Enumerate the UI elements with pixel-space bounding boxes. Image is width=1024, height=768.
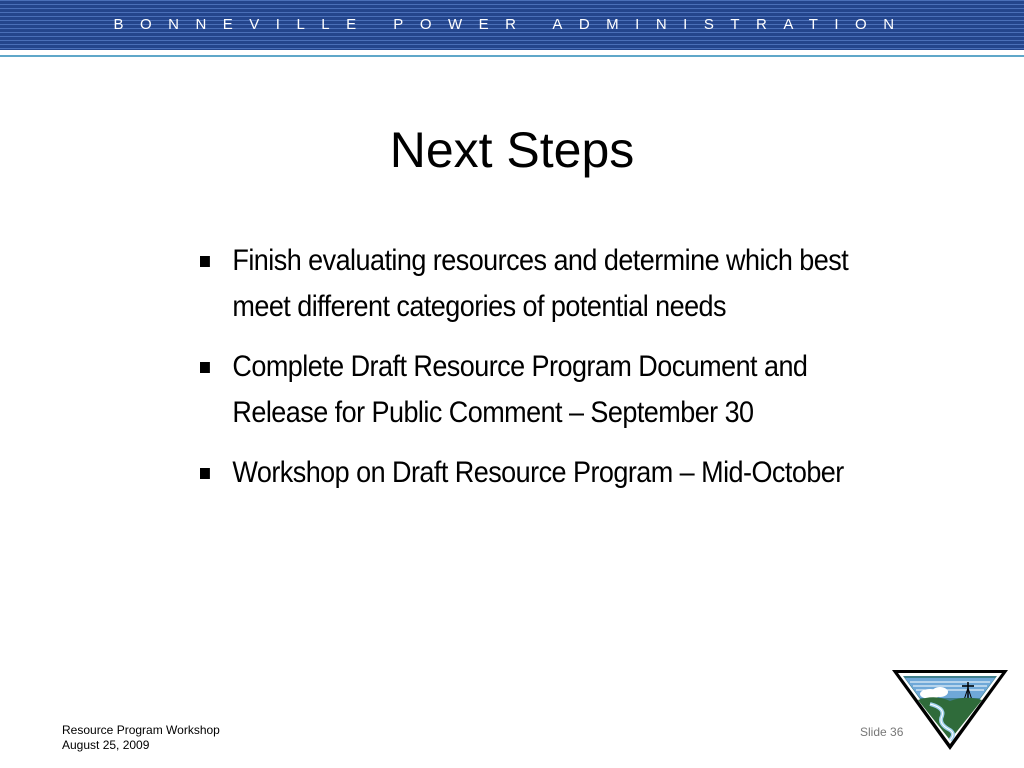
bullet-item [200, 238, 862, 330]
bullet-item [200, 450, 862, 496]
bullet-list [200, 238, 849, 510]
bullet-text: Finish evaluating resources and determine which best meet different categories of potential needs [232, 244, 849, 323]
header-banner [0, 0, 1024, 50]
slide-number: Slide 36 [860, 725, 904, 739]
bullet-item [200, 344, 862, 436]
bullet-text: Complete Draft Resource Program Document and Release for Public Comment – September 30 [232, 350, 808, 429]
square-bullet-icon [200, 468, 210, 479]
square-bullet-icon [200, 256, 210, 267]
slide-title: Next Steps [389, 122, 635, 178]
square-bullet-icon [200, 362, 210, 373]
footer-info [62, 723, 220, 753]
footer-date: August 25, 2009 [62, 738, 150, 752]
footer-event: Resource Program Workshop [62, 723, 220, 737]
header-rule [0, 55, 1024, 57]
bullet-text: Workshop on Draft Resource Program – Mid-October [232, 456, 844, 489]
organization-name: BONNEVILLE POWER ADMINISTRATION [113, 16, 911, 33]
bpa-triangle-logo-icon [890, 668, 1010, 752]
